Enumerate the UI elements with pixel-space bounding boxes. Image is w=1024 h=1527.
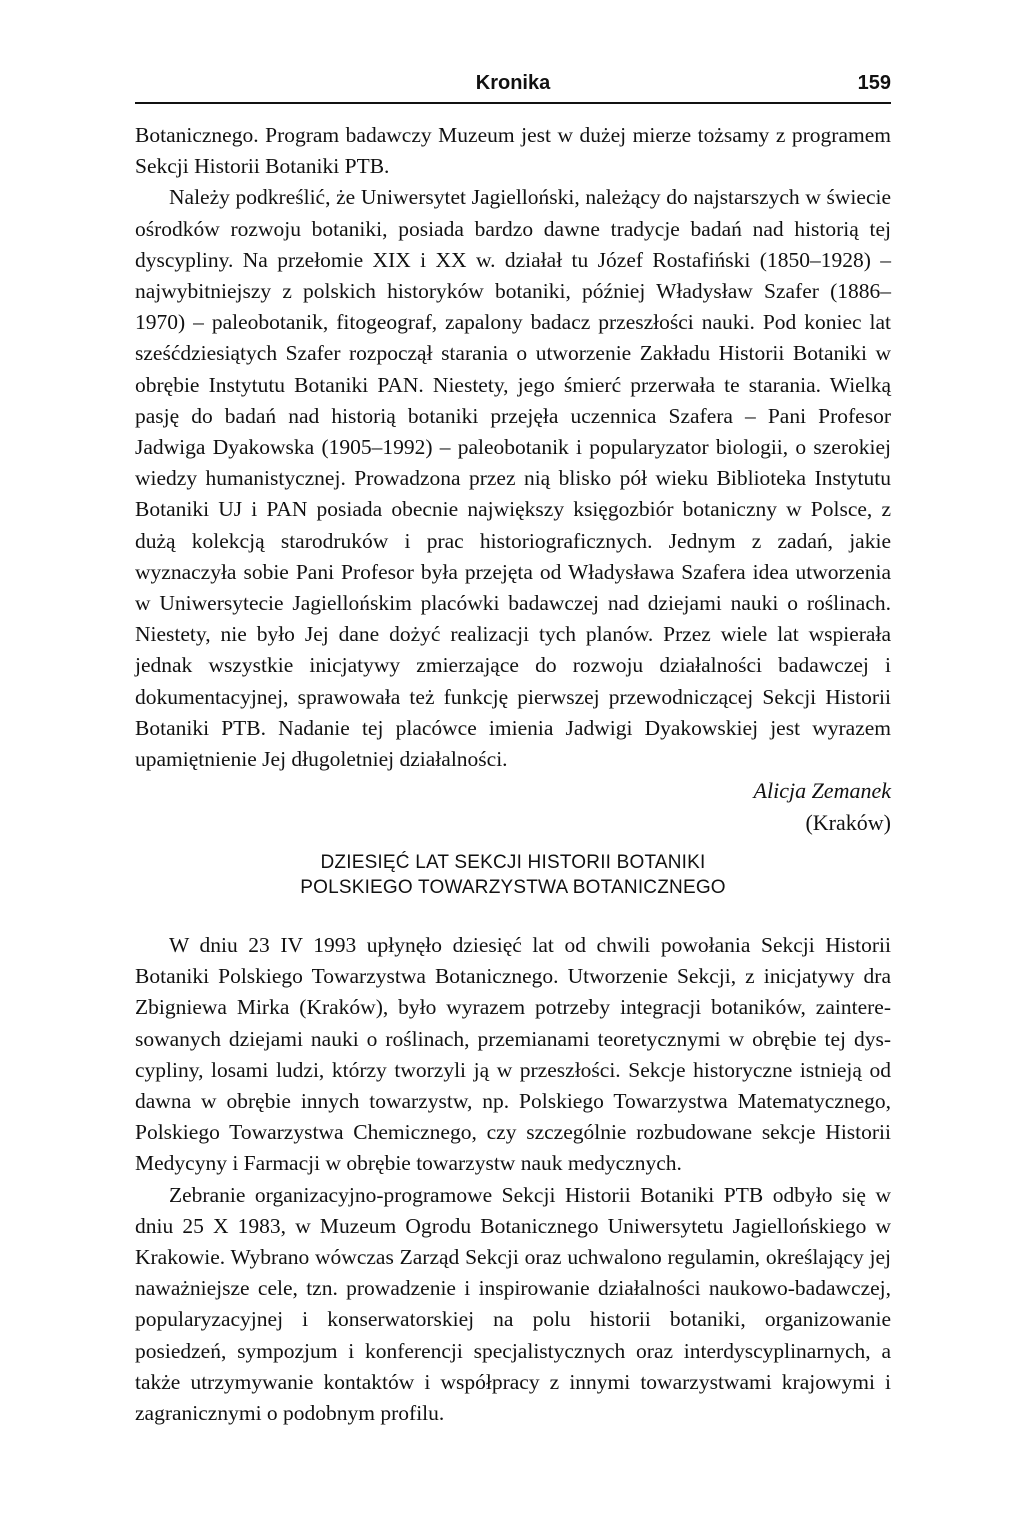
paragraph: Należy podkreślić, że Uniwersytet Jagielloński, należący do najstarszych w świecie ośrodków rozwoju botaniki, posiada bardzo dawne tradycje badań nad historią tej dyscypliny. Na przełomie XIX i XX w. działał tu Józef Rostafiński (1850–1928) – najwybitniejszy z polskich historyków botaniki, później Władysław Szafer (1886–1970) – paleobotanik, fitogeograf, zapalony badacz przeszłości nauki. Pod koniec lat sześćdziesiątych Szafer rozpoczął starania o utworzenie Zakładu Historii Botaniki w obrębie Instytutu Botaniki PAN. Niestety, jego śmierć przerwała te starania. Wielką pasję do badań nad historią botaniki przejęła uczennica Szafera – Pani Profesor Jadwiga Dyakowska (1905–1992) – paleobotanik i popularyzator biologii, o szerokiej wiedzy humanistycznej. Prowadzona przez nią blisko pół wieku Biblioteka Instytutu Botaniki UJ i PAN posiada obecnie największy księgozbiór botaniczny w Polsce, z dużą kolekcją starodruków i prac historiograficznych. Jednym z zadań, jakie wyznaczyła sobie Pani Profesor była przejęta od Władysława Szafera idea utworzenia w Uniwersytecie Jagiellońskim placówki badawczej nad dziejami nauki o roślinach. Niestety, nie było Jej dane dożyć realizacji tych planów. Przez wiele lat wspierała jednak wszystkie inicjatywy zmierzające do rozwoju działalności badawczej i dokumentacyjnej, sprawowała też funkcję pierwszej przewodniczącej Sekcji Historii Botaniki PTB. Nadanie tej placówce imienia Jadwigi Dyakowskiej jest wyrazem upamiętnienie Jej długoletniej działalności. (135, 185, 891, 772)
page-number: 159 (857, 72, 891, 94)
running-title: Kronika (475, 72, 551, 94)
section-title-line: DZIESIĘĆ LAT SEKCJI HISTORII BOTANIKI (320, 852, 706, 873)
paragraph: W dniu 23 IV 1993 upłynęło dziesięć lat od chwili powołania Sekcji Historii Botaniki Polskiego Towarzystwa Botanicznego. Utworzenie Sekcji, z inicjatywy dra Zbigniewa Mirka (Kraków), było wyrazem potrzeby integracji botaników, zainteresowanych dziejami nauki o roślinach, przemianami teoretycznymi w obrębie tej dyscypliny, losami ludzi, którzy tworzyli ją w przeszłości. Sekcje historyczne istnieją od dawna w obrębie innych towarzystw, np. Polskiego Towarzystwa Matematycznego, Polskiego Towarzystwa Chemicznego, czy szczególnie rozbudowane sekcje Historii Medycyny i Farmacji w obrębie towarzystw nauk medycznych. (135, 933, 891, 1176)
article-body (135, 930, 891, 1429)
page-header (135, 70, 891, 104)
article-body-continued (135, 120, 891, 775)
author-place: (Kraków) (805, 810, 891, 835)
paragraph: Zebranie organizacyjno-programowe Sekcji Historii Botaniki PTB odbyło się w dniu 25 X 1983, w Muzeum Ogrodu Botanicznego Uniwersytetu Jagiellońskiego w Krakowie. Wybrano wówczas Zarząd Sekcji oraz uchwalono regulamin, określający jej naważniejsze cele, tzn. prowadzenie i inspirowanie działalności naukowo-badawczej, popularyzacyjnej i konserwatorskiej na polu historii botaniki, organizowanie posiedzeń, sympozjum i konferencji specjalistycznych oraz interdyscyplinarnych, a także utrzymywanie kontaktów i współpracy z innymi towarzystwami krajowymi i zagranicznymi o podobnym profilu. (135, 1182, 891, 1426)
paragraph: Botanicznego. Program badawczy Muzeum jest w dużej mierze tożsamy z programem Sekcji Historii Botaniki PTB. (135, 123, 891, 179)
section-title-line: POLSKIEGO TOWARZYSTWA BOTANICZNEGO (300, 877, 726, 898)
author-signature (754, 775, 891, 839)
section-title (135, 850, 891, 900)
author-name: Alicja Zemanek (753, 778, 891, 803)
